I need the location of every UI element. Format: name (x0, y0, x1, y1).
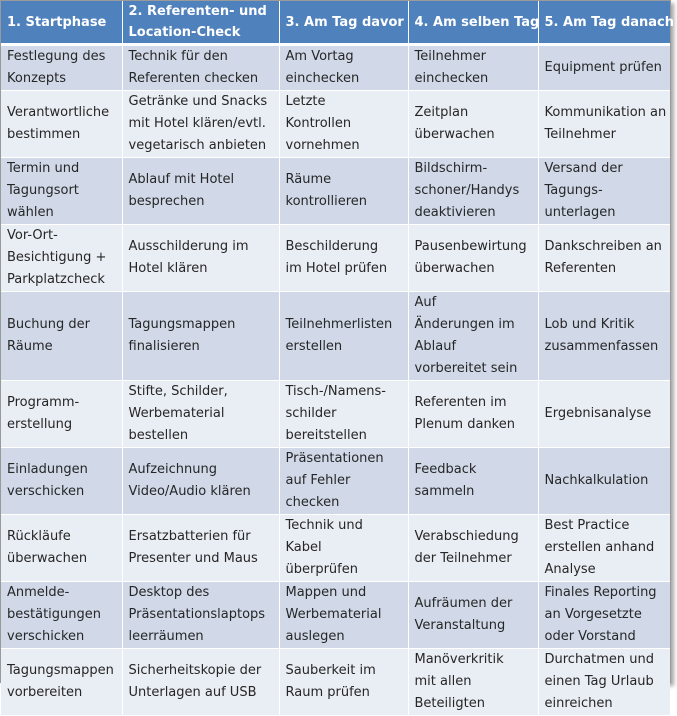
table-cell (122, 649, 279, 716)
table-cell (279, 515, 408, 582)
table-cell (279, 649, 408, 716)
cell-text: Versand der Tagungs-unterlagen (544, 161, 623, 220)
cell-text: Kommunikation an Teilnehmer (544, 105, 667, 142)
table-cell (122, 45, 279, 91)
cell-text: Einladungen verschicken (7, 462, 88, 499)
cell-text: Termin und Tagungsort wählen (7, 161, 80, 220)
cell-text: Anmelde-bestätigungen verschicken (7, 585, 102, 644)
cell-text: Referenten im Plenum danken (414, 395, 515, 432)
cell-text: Aufzeichnung Video/Audio klären (128, 462, 251, 499)
cell-text: Tisch-/Namens-schilder bereitstellen (285, 384, 386, 443)
cell-text: Stifte, Schilder, Werbematerial bestellen (128, 384, 228, 443)
table-cell (279, 448, 408, 515)
table-cell (538, 515, 670, 582)
cell-text: Zeitplan überwachen (414, 105, 495, 142)
header-row (1, 1, 670, 45)
table-cell (1, 158, 122, 225)
table-row (1, 448, 670, 515)
table-cell (538, 381, 670, 448)
table-cell (538, 91, 670, 158)
table-cell (408, 381, 538, 448)
table-cell (538, 292, 670, 381)
cell-text: Rückläufe überwachen (7, 529, 88, 566)
table-cell (408, 448, 538, 515)
table-cell (538, 649, 670, 716)
table-cell (1, 515, 122, 582)
cell-text: Bildschirm-schoner/Handys deaktivieren (414, 161, 520, 220)
table-cell (279, 381, 408, 448)
cell-text: Nachkalkulation (544, 473, 649, 488)
table-row (1, 292, 670, 381)
cell-text: Tagungsmappen vorbereiten (7, 663, 114, 700)
cell-text: Aufräumen der Veranstaltung (414, 596, 513, 633)
table-cell (538, 45, 670, 91)
table-cell (538, 448, 670, 515)
cell-text: Ablauf mit Hotel besprechen (128, 172, 235, 209)
cell-text: Lob und Kritik zusammenfassen (544, 317, 659, 354)
cell-text: Technik und Kabel überprüfen (285, 518, 363, 577)
table-cell (279, 45, 408, 91)
table-cell (408, 225, 538, 292)
table-cell (122, 292, 279, 381)
cell-text: Equipment prüfen (544, 60, 662, 75)
cell-text: Auf Änderungen im Ablauf vorbereitet sein (414, 295, 518, 376)
table-cell (279, 225, 408, 292)
table-cell (122, 582, 279, 649)
event-planning-checklist-table (1, 1, 675, 716)
table-cell (122, 91, 279, 158)
table-cell (122, 158, 279, 225)
table-cell (1, 91, 122, 158)
cell-text: Letzte Kontrollen vornehmen (285, 94, 360, 153)
cell-text: Technik für den Referenten checken (128, 49, 259, 86)
table-cell (1, 292, 122, 381)
cell-text: Räume kontrollieren (285, 172, 367, 209)
cell-text: Feedback sammeln (414, 462, 477, 499)
table-cell (1, 381, 122, 448)
cell-text: Finales Reporting an Vorgesetzte oder Vorstand (544, 585, 657, 644)
cell-text: Dankschreiben an Referenten (544, 239, 662, 276)
table-cell (408, 292, 538, 381)
table-cell (408, 582, 538, 649)
header-am-tag-danach: 5. Am Tag danach (538, 1, 670, 45)
cell-text: Festlegung des Konzepts (7, 49, 106, 86)
table-row (1, 158, 670, 225)
table-cell (1, 225, 122, 292)
table-row (1, 45, 670, 91)
table-cell (408, 515, 538, 582)
table-cell (279, 582, 408, 649)
table-cell (122, 225, 279, 292)
header-am-selben-tag: 4. Am selben Tag (408, 1, 538, 45)
cell-text: Tagungsmappen finalisieren (128, 317, 236, 354)
cell-text: Desktop des Präsentationslaptops leerräumen (128, 585, 266, 644)
cell-text: Programm-erstellung (7, 395, 80, 432)
cell-text: Ergebnisanalyse (544, 406, 652, 421)
cell-text: Durchatmen und einen Tag Urlaub einreichen (544, 652, 655, 711)
header-referenten-location-check: 2. Referenten- und Location-Check (122, 1, 279, 45)
table-cell (408, 91, 538, 158)
table-cell (279, 91, 408, 158)
table-cell (279, 292, 408, 381)
cell-text: Ausschilderung im Hotel klären (128, 239, 249, 276)
cell-text: Getränke und Snacks mit Hotel klären/evtl. vegetarisch anbieten (128, 94, 268, 153)
table-row (1, 91, 670, 158)
table-cell (1, 45, 122, 91)
cell-text: Verantwortliche bestimmen (7, 105, 110, 142)
header-startphase: 1. Startphase (1, 1, 122, 45)
cell-text: Präsentationen auf Fehler checken (285, 451, 384, 510)
cell-text: Am Vortag einchecken (285, 49, 360, 86)
table-cell (408, 649, 538, 716)
cell-text: Verabschiedung der Teilnehmer (414, 529, 519, 566)
table-cell (122, 515, 279, 582)
table-row (1, 515, 670, 582)
table-cell (538, 582, 670, 649)
header-am-tag-davor: 3. Am Tag davor (279, 1, 408, 45)
table-cell (1, 582, 122, 649)
cell-text: Pausenbewirtung überwachen (414, 239, 527, 276)
table-cell (538, 225, 670, 292)
table-cell (122, 448, 279, 515)
table-row (1, 225, 670, 292)
cell-text: Buchung der Räume (7, 317, 91, 354)
cell-text: Manöverkritik mit allen Beteiligten (414, 652, 504, 711)
table-cell (538, 158, 670, 225)
cell-text: Best Practice erstellen anhand Analyse (544, 518, 655, 577)
cell-text: Beschilderung im Hotel prüfen (285, 239, 388, 276)
table-row (1, 649, 670, 716)
cell-text: Vor-Ort-Besichtigung + Parkplatzcheck (7, 228, 107, 287)
table-cell (1, 649, 122, 716)
table-row (1, 381, 670, 448)
cell-text: Sauberkeit im Raum prüfen (285, 663, 376, 700)
table-cell (122, 381, 279, 448)
table-cell (408, 158, 538, 225)
table-row (1, 582, 670, 649)
table-cell (1, 448, 122, 515)
cell-text: Teilnehmer einchecken (414, 49, 489, 86)
cell-text: Teilnehmerlisten erstellen (285, 317, 393, 354)
cell-text: Sicherheitskopie der Unterlagen auf USB (128, 663, 262, 700)
table-cell (279, 158, 408, 225)
cell-text: Ersatzbatterien für Presenter und Maus (128, 529, 258, 566)
cell-text: Mappen und Werbematerial auslegen (285, 585, 382, 644)
table-cell (408, 45, 538, 91)
